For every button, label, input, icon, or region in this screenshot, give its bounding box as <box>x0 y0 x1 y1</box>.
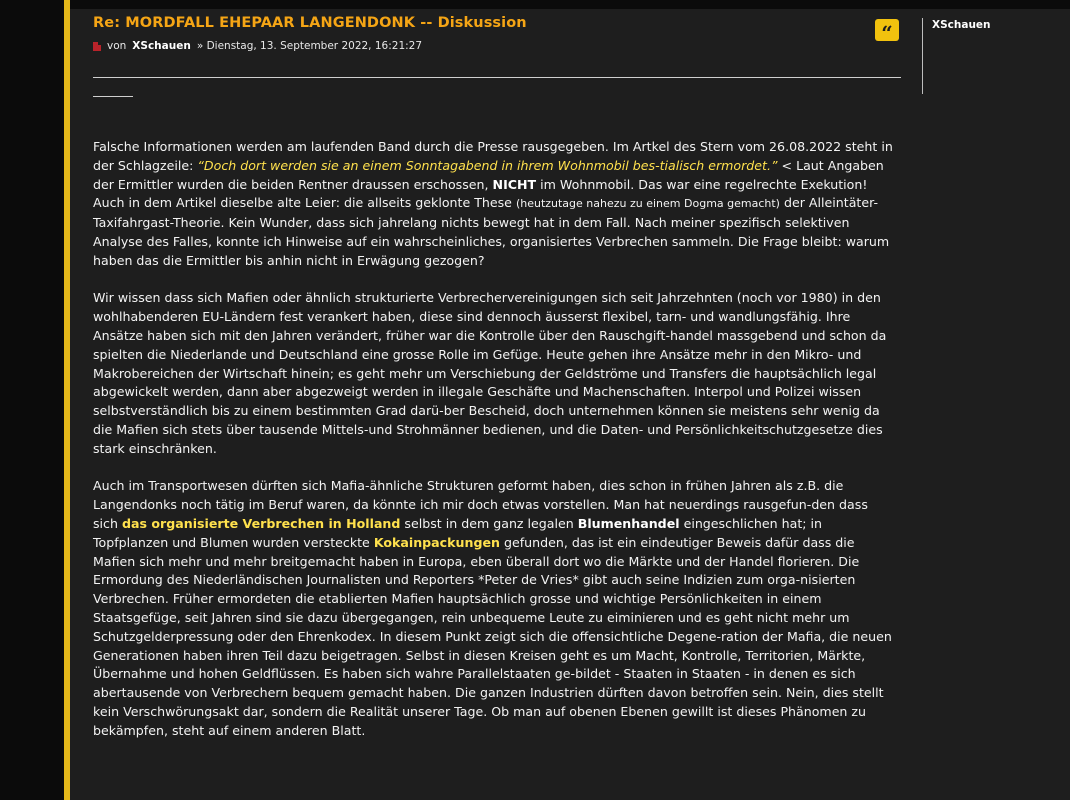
profile-divider <box>922 18 923 94</box>
text-run: selbst in dem ganz legalen <box>400 515 578 531</box>
quote-button[interactable] <box>875 19 899 45</box>
highlight-organized-crime: das organisierte Verbrechen in Holland <box>121 515 401 531</box>
text-run: der Alleintäter-Taxifahrgast-Theorie. Kein Wunder, dass sich jahrelang nichts bewegt hat in dem Fall. Nach meiner spezifisch selektiven Analyse des Falles, konnte ich Hinweise auf ein wahrscheinliches, organisiertes Verbrechen sammeln. Die Frage bleibt: warum haben das die Ermittler bis anhin nicht in Erwägung gezogen? <box>93 195 890 268</box>
text-run: im Wohnmobil. Das war eine regelrechte Exekution! Auch in dem Artikel dieselbe alte Leier: die allseits geklonte These <box>93 176 868 211</box>
emphasis-nicht: NICHT <box>492 176 537 192</box>
post-title[interactable]: Re: MORDFALL EHEPAAR LANGENDONK -- Diskussion <box>93 15 527 31</box>
post-content <box>93 138 893 759</box>
text-run: eingeschlichen hat; in Topfplanzen und Blumen wurden versteckte <box>93 515 823 550</box>
highlight-kokain: Kokainpackungen <box>373 534 500 550</box>
left-margin <box>0 0 64 800</box>
post-meta <box>93 40 422 52</box>
paragraph-1 <box>93 138 893 271</box>
post-date: » Dienstag, 13. September 2022, 16:21:27 <box>196 40 423 52</box>
separator-line-short <box>93 96 133 97</box>
paragraph-2: Wir wissen dass sich Mafien oder ähnlich strukturierte Verbrechervereinigungen sich seit Jahrzehnten (noch vor 1980) in den wohlhabenderen EU-Ländern fest verankert haben, diese sind dennoch äusserst flexibel, tarn- und wandlungsfähig. Ihre Ansätze haben sich mit den Jahren verändert, früher war die Kontrolle über den Rauschgift-handel massgebend und schon da spielten die Niederlande und Deutschland eine grosse Rolle im Gefüge. Heute gehen ihre Ansätze mehr in den Mikro- und Makrobereichen der Wirtschaft hinein; es geht mehr um Verschiebung der Geldströme und Transfers die hauptsächlich legal abgewickelt werden, dann aber abgezweigt werden in illegale Geschäfte und Machenschaften. Interpol und Polizei wissen selbstverständlich bis zu einem bestimmten Grad darü-ber Bescheid, doch unternehmen können sie meistens sehr wenig da die Mafien sich stets über tausende Mittels-und Strohmänner bedienen, und die Daten- und Persönlichkeitschutzgesetze dies stark einschränken. <box>93 290 887 456</box>
post-top-gap <box>70 0 1070 9</box>
emphasis-blumenhandel: Blumenhandel <box>577 515 680 531</box>
quote-icon: “ <box>881 21 893 45</box>
text-run: gefunden, das ist ein eindeutiger Beweis dafür dass die Mafien sich mehr und mehr breitgemacht haben in Europa, eben überall dort wo die Märkte und der Handel florieren. Die Ermordung des Niederländischen Journalisten und Reporters *Peter de Vries* gibt auch seine Indizien zum orga-nisierten Verbrechen. Früher ermordeten die etablierten Mafien hauptsächlich grosse und wichtige Persönlichkeiten in einem Staatsgefüge, seit Jahren sind sie dazu übergegangen, rein unbequeme Leute zu eiminieren und es geht nicht mehr um Schutzgelderpressung oder den Ehrenkodex. In diesem Punkt zeigt sich die offensichtliche Degene-ration der Mafia, die neuen Generationen haben ihren Teil dazu beigetragen. Selbst in diesen Kreisen geht es um Macht, Kontrolle, Territorien, Märkte, Übernahme und hohen Geldflüssen. Es haben sich wahre Parallelstaaten ge-bildet - Staaten in Staaten - in denen es sich abertausende von Verbrechern bequem gemacht haben. Die ganzen Industrien dürften davon betroffen sein. Nein, dies stellt kein Verschwörungsakt dar, sondern die Realität unserer Tage. Ob man auf obenen Ebenen gewillt ist dieses Phänomen zu bekämpfen, steht auf einem anderen Blatt. <box>93 534 892 738</box>
separator-line <box>93 77 901 78</box>
post-icon[interactable] <box>93 42 101 51</box>
meta-prefix: von <box>107 40 127 52</box>
paragraph-3 <box>93 477 893 740</box>
profile-username[interactable]: XSchauen <box>932 19 991 31</box>
quoted-headline: “Doch dort werden sie an einem Sonntagabend in ihrem Wohnmobil bes-tialisch ermordet.” <box>197 157 778 173</box>
text-run: Auch im Transportwesen dürften sich Mafia-ähnliche Strukturen geformt haben, dies schon in frühen Jahren als z.B. die Langendonks noch tätig im Beruf waren, da könnte ich mir doch etwas vorstellen. Man hat neuerdings rausgefun-den dass sich <box>93 478 868 531</box>
text-run: Falsche Informationen werden am laufenden Band durch die Presse rausgegeben. Im Artkel des Stern vom 26.08.2022 steht in der Schlagzeile: <box>93 139 893 173</box>
text-run: < Laut Angaben der Ermittler wurden die beiden Rentner draussen erschossen, <box>93 157 884 192</box>
author-link[interactable]: XSchauen <box>132 40 191 52</box>
small-note: (heutzutage nahezu zu einem Dogma gemacht) <box>515 197 780 211</box>
